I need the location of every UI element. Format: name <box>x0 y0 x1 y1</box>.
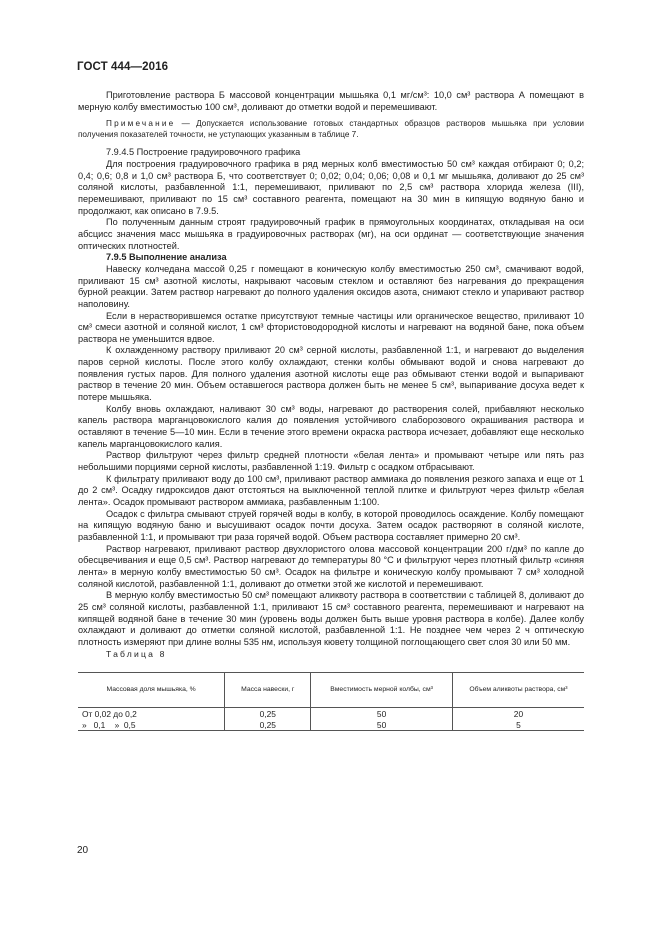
table-cell: От 0,02 до 0,2 <box>82 708 137 719</box>
table-cell: 0,25 <box>225 719 311 731</box>
paragraph: Навеску колчедана массой 0,25 г помещают в коническую колбу вместимостью 250 см³, смачивают водой, приливают 15 см³ азотной кислоты, накрывают часовым стеклом и оставляют без нагревания до прекращения бурной реакции. Затем раствор нагревают до полного удаления оксидов азота, снимают стекло и упаривают раствор наполовину. <box>78 263 584 309</box>
table-row <box>78 708 584 720</box>
table-caption: Таблица 8 <box>106 648 167 659</box>
table-cell: 50 <box>311 708 453 720</box>
note-label: Примечание <box>106 119 176 129</box>
table-cell: 0,25 <box>225 708 311 720</box>
note-text: — Допускается использование готовых стандартных образцов растворов мышьяка при условии получения показателей точности, не уступающих указанным в таблице 7. <box>78 119 584 139</box>
page-number: 20 <box>77 845 89 856</box>
table-cell: 5 <box>452 719 584 731</box>
paragraph: Приготовление раствора Б массовой концентрации мышьяка 0,1 мг/см³: 10,0 см³ раствора А помещают в мерную колбу вместимостью 100 см³, доливают до отметки водой и перемешивают. <box>78 90 584 112</box>
column-header: Масса навески, г <box>225 673 311 708</box>
table-row <box>78 719 584 731</box>
document-body <box>78 90 584 731</box>
note <box>78 119 584 140</box>
paragraph: По полученным данным строят градуировочный график в прямоугольных координатах, откладывая на оси абсцисс значения масс мышьяка в градуировочных растворах (мг), на оси ординат — соответствующие значения оптических плотностей. <box>78 217 584 251</box>
paragraph: К фильтрату приливают воду до 100 см³, приливают раствор аммиака до появления резкого запаха и еще от 1 до 2 см³. Осадку гидроксидов дают отстояться на выключенной теплой плитке и фильтруют через фильтр «белая лента». Осадок промывают раствором аммиака, разбавленным 1:100. <box>78 473 584 507</box>
paragraph: Раствор фильтруют через фильтр средней плотности «белая лента» и промывают четыре или пять раз небольшими порциями серной кислоты, разбавленной 1:19. Фильтр с осадком отбрасывают. <box>78 450 584 473</box>
table-cell: 50 <box>311 719 453 731</box>
table-8 <box>78 672 584 731</box>
column-header: Массовая доля мышьяка, % <box>78 673 225 708</box>
column-header: Вместимость мерной колбы, см³ <box>311 673 453 708</box>
section-heading: 7.9.5 Выполнение анализа <box>106 252 227 263</box>
document-header: ГОСТ 444—2016 <box>77 61 169 73</box>
table-cell: 20 <box>452 708 584 720</box>
table-cell: » 0,1 » 0,5 <box>78 719 225 731</box>
paragraph: Для построения градуировочного графика в ряд мерных колб вместимостью 50 см³ каждая отбирают 0; 0,2; 0,4; 0,6; 0,8 и 1,0 см³ раствора Б, что соответствует 0; 0,02; 0,04; 0,06; 0,08 и 0,1 мг мышьяка, доливают до 25 см³ соляной кислоты, разбавленной 1:1, перемешивают, приливают по 2,5 см³ раствора хлорида железа (III), перемешивают, приливают по 15 см³ составного реагента, помещают на 30 мин в кипящую водяную баню и продолжают, как описано в 7.9.5. <box>78 158 584 216</box>
column-header: Объем аликвоты раствора, см³ <box>452 673 584 708</box>
paragraph: В мерную колбу вместимостью 50 см³ помещают аликвоту раствора в соответствии с таблицей 8, доливают до 25 см³ соляной кислоты, разбавленной 1:1, приливают 15 см³ составного реагента, перемешивают и нагревают на кипящей водяной бане в течение 30 мин (уровень воды должен быть выше уровня раствора в колбе). Далее колбу охлаждают и доливают до отметки соляной кислотой, разбавленной 1:1. Не позднее чем через 2 ч оптическую плотность измеряют при длине волны 535 нм, используя кювету толщиной поглощающего свет слоя 30 или 50 мм. <box>78 590 584 647</box>
paragraph: Осадок с фильтра смывают струей горячей воды в колбу, в которой проводилось осаждение. Колбу помещают на кипящую водяную баню и высушивают осадок почти досуха. Затем осадок растворяют в соляной кислоте, разбавленной 1:1, и промывают три раза горячей водой. Объем раствора составляет примерно 20 см³. <box>78 508 584 542</box>
paragraph: Колбу вновь охлаждают, наливают 30 см³ воды, нагревают до растворения солей, прибавляют несколько капель раствора марганцовокислого калия до появления устойчивого слаборозового окрашивания раствора и оставляют в течение 5—10 мин. Если в течение этого времени окраска раствора исчезает, добавляют еще несколько капель марганцовокислого калия. <box>78 403 584 449</box>
paragraph: Раствор нагревают, приливают раствор двухлористого олова массовой концентрации 200 г/дм³ по капле до обесцвечивания и еще 0,5 см³. Раствор нагревают до температуры 80 °С и фильтруют через плотный фильтр «синяя лента» в мерную колбу вместимостью 50 см³. Осадок на фильтре и коническую колбу промывают 7 см³ холодной соляной кислотой, разбавленной 1:1, доливают до отметки этой же кислотой и перемешивают. <box>78 543 584 589</box>
table-header-row <box>78 673 584 708</box>
paragraph: К охлажденному раствору приливают 20 см³ серной кислоты, разбавленной 1:1, и нагревают до выделения паров серной кислоты. После этого колбу охлаждают, стенки колбы обмывают водой и снова нагревают до появления густых паров. Для полного удаления азотной кислоты еще раз обмывают стенки водой и выпаривают раствор в течение 20 мин. Объем оставшегося раствора должен быть не менее 5 см³, выпаривание досуха ведет к потере мышьяка. <box>78 345 584 403</box>
paragraph: Если в нерастворившемся остатке присутствуют темные частицы или органическое вещество, приливают 10 см³ смеси азотной и соляной кислот, 1 см³ фтористоводородной кислоты и нагревают на водяной бане, пока объем раствора не уменьшится вдвое. <box>78 310 584 344</box>
section-heading: 7.9.4.5 Построение градуировочного графика <box>106 147 301 158</box>
